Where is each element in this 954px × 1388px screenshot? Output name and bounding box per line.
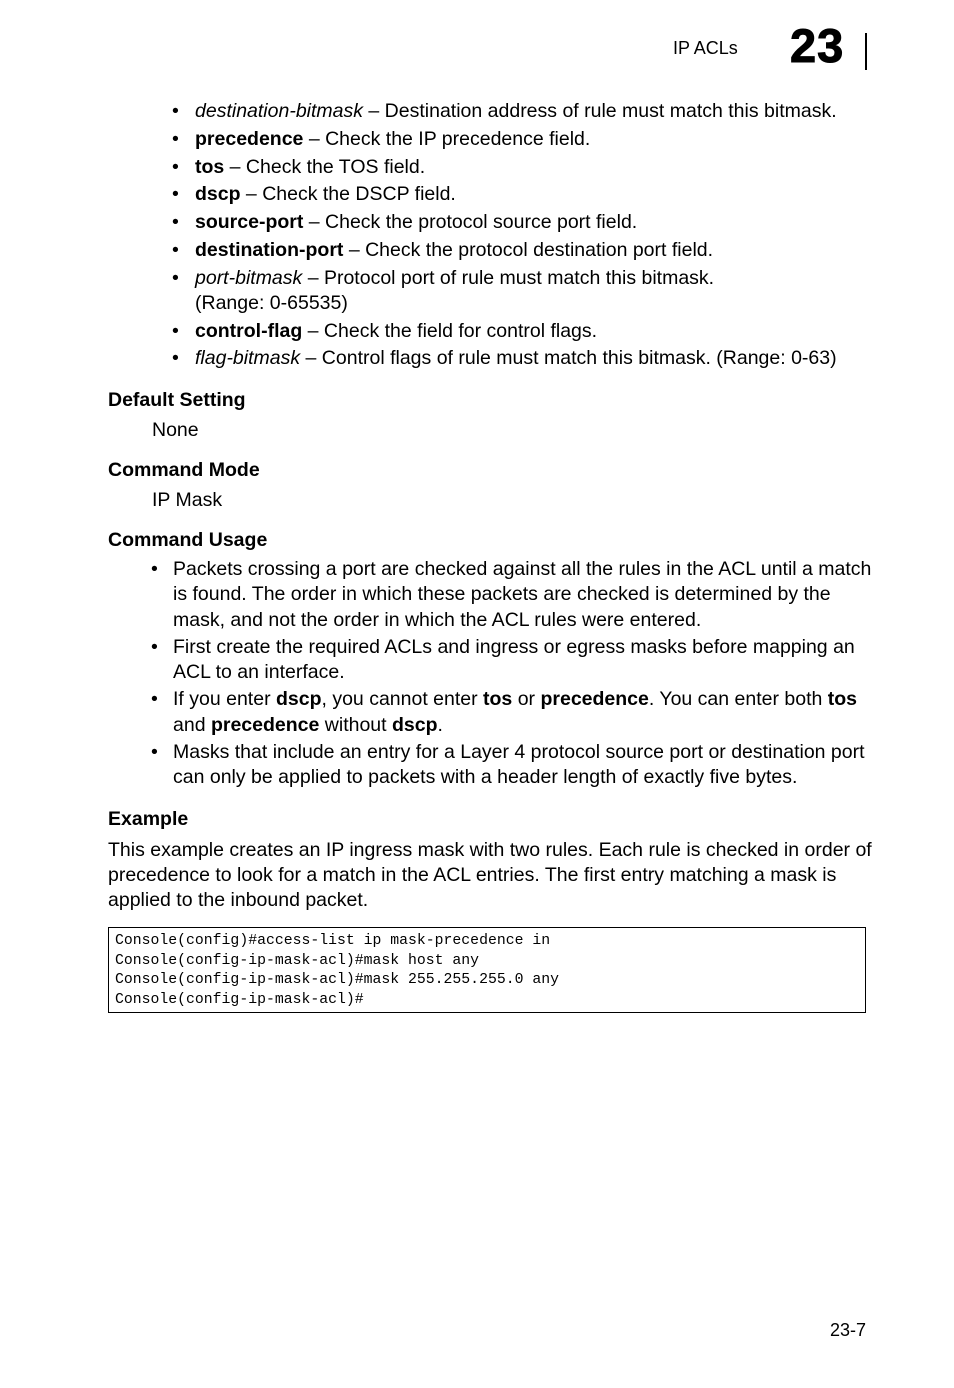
usage-text: , you cannot enter (321, 688, 484, 711)
running-header-title: IP ACLs (673, 38, 738, 58)
default-setting-heading: Default Setting (108, 389, 246, 411)
usage-keyword: dscp (275, 688, 322, 711)
usage-item: • Masks that include an entry for a Layer 4 protocol source port or destination port can only be applied to packets with a header length of exactly five bytes. (150, 740, 880, 791)
chapter-number: 23 (790, 19, 845, 72)
usage-text: If you enter (173, 688, 276, 711)
parameter-item (171, 182, 891, 207)
usage-item: • First create the required ACLs and ingress or egress masks before mapping an ACL to an interface. (150, 635, 880, 686)
usage-keyword: tos (483, 688, 513, 711)
parameter-item (171, 99, 891, 124)
parameter-item (171, 238, 891, 263)
parameter-range: (Range: 0-65535) (195, 291, 348, 314)
parameter-item (171, 346, 891, 371)
usage-text: . (437, 713, 443, 736)
usage-text: or (512, 688, 541, 711)
parameter-term: destination-bitmask (195, 100, 363, 122)
usage-item (150, 687, 880, 738)
parameter-description: – Control flags of rule must match this bitmask. (Range: 0-63) (300, 347, 837, 370)
usage-keyword: dscp (391, 713, 438, 736)
parameter-item (171, 155, 891, 180)
chapter-rule-divider (865, 33, 867, 70)
parameter-description: – Check the IP precedence field. (303, 127, 591, 150)
command-mode-heading: Command Mode (108, 459, 260, 481)
parameter-term: dscp (195, 183, 241, 206)
usage-item: • Packets crossing a port are checked against all the rules in the ACL until a match is found. The order in which these packets are checked is determined by the mask, and not the order in which the ACL rules were entered. (150, 557, 880, 633)
parameter-list (171, 99, 891, 374)
parameter-description: – Check the protocol source port field. (303, 211, 638, 234)
example-heading: Example (108, 808, 189, 830)
parameter-term: source-port (195, 211, 304, 234)
usage-keyword: tos (827, 688, 858, 711)
parameter-term: tos (195, 155, 225, 178)
code-line: Console(config)#access-list ip mask-precedence in (115, 933, 551, 949)
parameter-description: – Check the TOS field. (224, 155, 426, 178)
default-setting-value: None (152, 419, 199, 441)
parameter-term: port-bitmask (195, 266, 303, 289)
code-line: Console(config-ip-mask-acl)#mask 255.255.255.0 any (115, 972, 559, 988)
parameter-term: control-flag (195, 319, 303, 342)
parameter-description: – Check the field for control flags. (302, 319, 598, 342)
parameter-description: – Destination address of rule must match this bitmask. (363, 100, 837, 122)
command-usage-heading: Command Usage (108, 529, 268, 551)
parameter-description: – Check the DSCP field. (240, 183, 456, 206)
parameter-item (171, 210, 891, 235)
usage-text: . You can enter both (648, 688, 828, 711)
usage-keyword: precedence (210, 713, 320, 736)
page-number: 23-7 (830, 1320, 867, 1340)
code-line: Console(config-ip-mask-acl)#mask host any (115, 952, 480, 969)
command-usage-list (150, 557, 880, 793)
usage-text: and (173, 713, 211, 736)
parameter-item (171, 127, 891, 152)
usage-keyword: precedence (540, 688, 649, 711)
usage-text: without (319, 713, 392, 736)
parameter-description: – Protocol port of rule must match this bitmask. (302, 266, 715, 289)
parameter-description: – Check the protocol destination port field. (343, 238, 714, 261)
parameter-term: destination-port (195, 238, 344, 261)
command-mode-value: IP Mask (152, 489, 223, 511)
code-example-box (108, 927, 866, 1013)
parameter-item (171, 319, 891, 344)
parameter-item (171, 266, 891, 316)
example-paragraph: This example creates an IP ingress mask with two rules. Each rule is checked in order of precedence to look for a match in the ACL entries. The first entry matching a mask is applied to the inbound packet. (108, 839, 872, 911)
code-line: Console(config-ip-mask-acl)# (115, 991, 364, 1008)
parameter-term: precedence (195, 127, 304, 150)
parameter-term: flag-bitmask (195, 347, 301, 370)
